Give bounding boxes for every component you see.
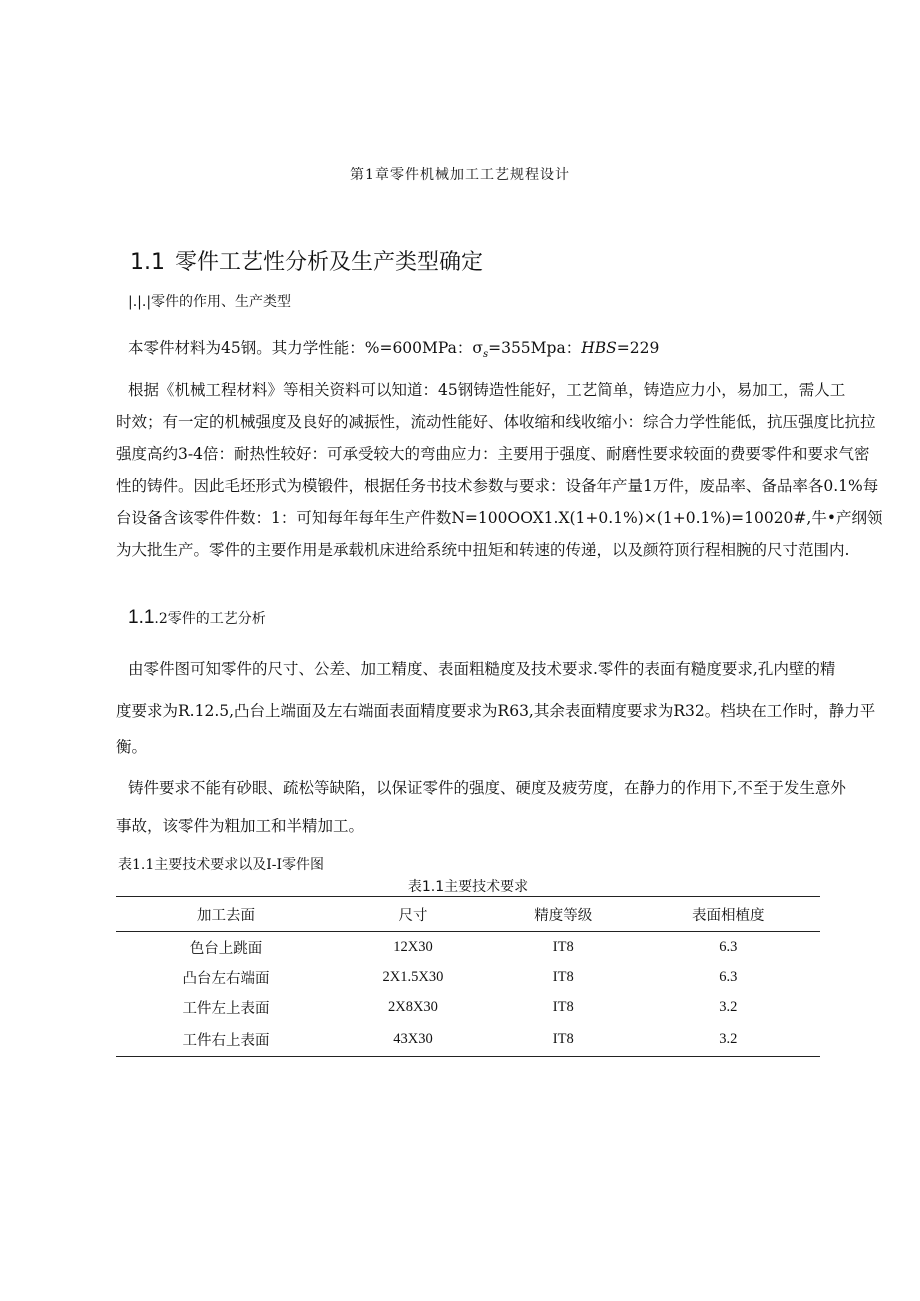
- table-cell: IT8: [552, 938, 574, 955]
- section-number: 1.1: [130, 250, 165, 275]
- table-row: [116, 992, 820, 1022]
- table-row: [116, 962, 820, 992]
- subsection-heading-2: 1.1.2零件的工艺分析: [128, 607, 266, 628]
- table-cell: 3.2: [719, 998, 738, 1015]
- column-header: 尺寸: [336, 897, 490, 932]
- table-cell: 3.2: [637, 1022, 820, 1057]
- table-row: [116, 1022, 820, 1057]
- column-header: 表面相植度: [637, 897, 820, 932]
- paragraph-line: 强度高约3-4倍：耐热性较好：可承受较大的弯曲应力：主要用于强度、耐磨性要求较面的费要零件和要求气密: [116, 445, 870, 463]
- table-cell: 12X30: [393, 938, 433, 955]
- section-heading: [130, 245, 483, 276]
- table-cell: 43X30: [336, 1022, 490, 1057]
- paragraph-line: 事故，该零件为粗加工和半精加工。: [116, 817, 365, 835]
- chapter-title: 第1章零件机械加工工艺规程设计: [350, 167, 570, 183]
- table-header-row: [116, 897, 820, 932]
- table-cell: 2X8X30: [387, 998, 438, 1015]
- requirements-table: [116, 896, 820, 1057]
- paragraph-line: 性的铸件。因此毛坯形式为模锻件，根据任务书技术参数与要求：设备年产量1万件，废品率、备品率各0.1%每: [116, 477, 879, 495]
- subsection-heading-1: |.|.|零件的作用、生产类型: [128, 294, 292, 310]
- table-cell: IT8: [552, 998, 574, 1015]
- paragraph-line: 衡。: [116, 738, 148, 756]
- section-title: 零件工艺性分析及生产类型确定: [175, 250, 484, 275]
- paragraph-line: 由零件图可知零件的尺寸、公差、加工精度、表面粗糙度及技术要求.零件的表面有糙度要求,孔内壁的精: [128, 660, 836, 678]
- table-row: [116, 932, 820, 963]
- paragraph-material: 本零件材料为45钢。其力学性能：%=600MPa：$\sigma_s=355Mpa$：HBS=229: [128, 339, 660, 361]
- table-caption: 表1.1主要技术要求: [407, 879, 529, 895]
- table-cell: 6.3: [719, 938, 738, 955]
- paragraph-line: 时效；有一定的机械强度及良好的减振性，流动性能好、体收缩和线收缩小：综合力学性能低，抗压强度比抗拉: [116, 413, 876, 431]
- paragraph-line: 为大批生产。零件的主要作用是承载机床进给系统中扭矩和转速的传递，以及颜符顶行程相腕的尺寸范围内.: [116, 541, 850, 559]
- table-cell: 工件右上表面: [116, 1022, 336, 1057]
- column-header: 加工去面: [116, 897, 336, 932]
- paragraph-line: 根据《机械工程材料》等相关资料可以知道：45钢铸造性能好，工艺简单，铸造应力小，易加工，需人工: [128, 381, 846, 399]
- table-cell: IT8: [490, 1022, 637, 1057]
- table-cell: 凸台左右端面: [182, 970, 270, 987]
- paragraph-line: 铸件要求不能有砂眼、疏松等缺陷，以保证零件的强度、硬度及疲劳度，在静力的作用下,不至于发生意外: [128, 779, 846, 797]
- table-cell: 6.3: [719, 968, 738, 985]
- table-reference: 表1.1主要技术要求以及I-I零件图: [118, 857, 325, 873]
- table-cell: 工件左上表面: [182, 1000, 270, 1017]
- table-cell: 色台上跳面: [189, 940, 263, 957]
- paragraph-line: 台设备含该零件件数：1：可知每年每年生产件数N=100OOX1.X(1+0.1%)×(1+0.1%)=10020#,牛•产纲领: [116, 509, 883, 527]
- paragraph-line: 度要求为R.12.5,凸台上端面及左右端面表面精度要求为R63,其余表面精度要求为R32。档块在工作时，静力平: [116, 702, 876, 720]
- column-header: 精度等级: [490, 897, 637, 932]
- table-cell: 2X1.5X30: [382, 968, 444, 985]
- table-cell: IT8: [552, 968, 574, 985]
